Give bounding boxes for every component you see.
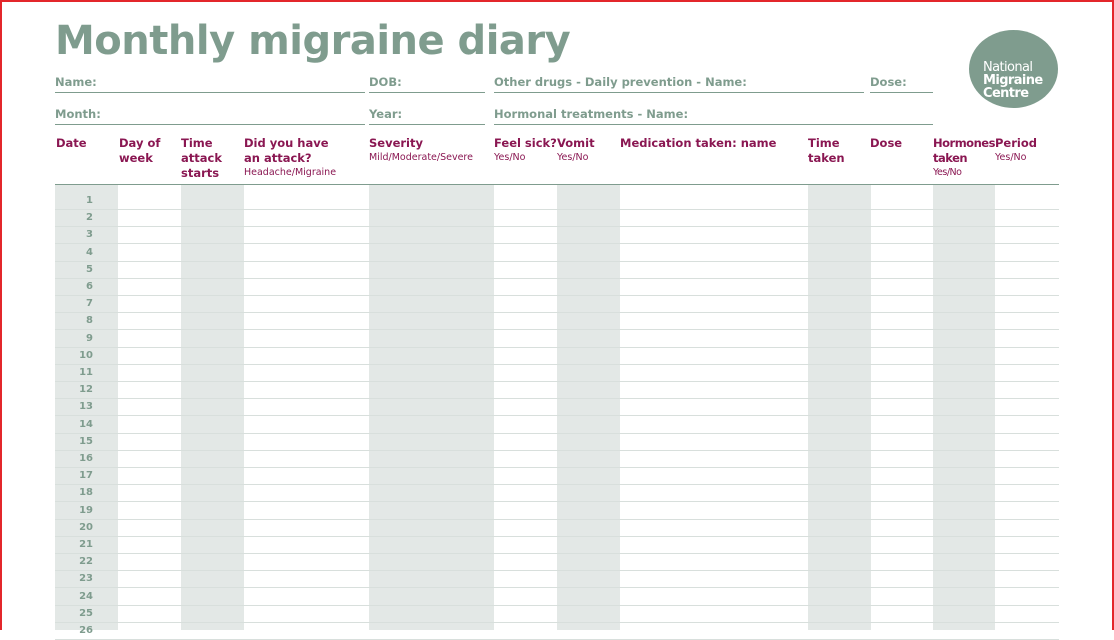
table-row-date: 18 [79,487,93,499]
column-header-time-taken [808,136,845,166]
table-row-divider [55,415,1059,416]
logo-line-1: National [983,60,1033,75]
table-row-divider [55,398,1059,399]
column-header-label-line2: an attack? [244,151,312,165]
table-row-divider [55,347,1059,348]
table-row-date: 15 [79,435,93,447]
column-header-label: Dose [870,136,903,150]
table-row-divider [55,484,1059,485]
table-row-date: 21 [79,539,93,550]
table-row-date: 11 [79,367,93,378]
table-row-divider [55,622,1059,623]
table-row-date: 25 [79,607,93,619]
table-row-date: 1 [86,195,93,206]
table-row-date: 17 [79,470,93,482]
column-header-label: Date [56,136,87,150]
column-header-label: Time [808,136,840,150]
table-row-divider [55,467,1059,468]
time-attack-column-shade [181,185,244,630]
hormonal-treatments-field[interactable]: Hormonal treatments - Name: [494,105,933,125]
table-row-date: 6 [86,281,93,292]
table-row-divider [55,278,1059,279]
column-header-label: Severity [369,136,423,150]
table-row-date: 8 [86,315,93,327]
logo-line-3: Centre [983,86,1029,101]
table-row-date: 3 [86,229,93,241]
table-row-divider [55,226,1059,227]
column-header-sublabel: Yes/No [494,152,526,163]
table-row-divider [55,519,1059,520]
table-row-date: 26 [79,625,93,636]
table-row-divider [55,587,1059,588]
logo-line-2: Migraine [983,73,1043,88]
table-row-divider [55,364,1059,365]
table-row-divider [55,329,1059,330]
table-row-divider [55,312,1059,313]
column-header-sublabel: Yes/No [557,152,589,163]
table-row-date: 22 [79,556,93,568]
column-header-severity [369,136,473,165]
table-row-divider [55,243,1059,244]
column-header-medication-name [620,136,776,151]
table-row-date: 2 [86,212,93,224]
column-header-label: Hormones [933,136,995,150]
column-header-label-line3: starts [181,166,220,180]
table-row-date: 13 [79,401,93,413]
year-field[interactable]: Year: [369,105,485,125]
table-row-date: 4 [86,246,93,258]
column-header-label: Vomit [557,136,595,150]
table-row-date: 10 [79,349,93,361]
column-header-date [56,136,87,151]
table-row-divider [55,501,1059,502]
table-row-divider [55,536,1059,537]
table-row-divider [55,381,1059,382]
column-header-label-line2: taken [933,151,968,165]
table-row-date: 12 [79,384,93,396]
table-row-divider [55,209,1059,210]
table-row-divider [55,605,1059,606]
column-header-label: Time [181,136,213,150]
table-row-date: 16 [79,453,93,464]
table-row-date: 24 [79,590,93,602]
national-migraine-centre-logo [969,30,1058,108]
dose-field[interactable]: Dose: [870,73,933,93]
name-field[interactable]: Name: [55,73,365,93]
column-header-label: Did you have [244,136,329,150]
table-row-date: 19 [79,504,93,516]
dob-field[interactable]: DOB: [369,73,485,93]
column-header-label-line2: week [119,151,153,165]
table-row-date: 14 [79,418,93,430]
column-header-label-line2: attack [181,151,222,165]
table-row-date: 7 [86,298,93,310]
table-row-divider [55,433,1059,434]
column-header-sublabel: Yes/No [933,167,962,178]
vomit-column-shade [557,185,620,630]
column-header-label: Feel sick? [494,136,557,150]
table-row-divider [55,553,1059,554]
hormones-column-shade [933,185,995,630]
column-header-hormones-taken [933,136,995,180]
column-header-period [995,136,1037,165]
table-row-date: 9 [86,332,93,344]
page-title: Monthly migraine diary [55,18,571,64]
severity-column-shade [369,185,494,630]
column-header-dose [870,136,902,151]
column-header-sublabel: Headache/Migraine [244,167,337,178]
column-header-feel-sick [494,136,557,165]
column-header-vomit [557,136,595,165]
column-header-label: Period [995,136,1037,150]
table-row-date: 5 [86,263,93,275]
column-header-label-line2: taken [808,151,845,165]
column-header-time-attack-starts [181,136,222,181]
column-header-did-you-have-attack [244,136,336,180]
month-field[interactable]: Month: [55,105,365,125]
column-header-sublabel: Yes/No [995,152,1027,163]
table-row-divider [55,450,1059,451]
table-row-divider [55,570,1059,571]
table-row-date: 23 [79,573,93,585]
time-taken-column-shade [808,185,871,630]
table-row-date: 20 [79,521,93,533]
column-header-sublabel: Mild/Moderate/Severe [369,152,473,163]
column-header-label: Medication taken: name [620,136,777,150]
column-header-label: Day of [119,136,161,150]
table-row-divider [55,261,1059,262]
column-header-day-of-week [119,136,160,166]
other-drugs-field[interactable]: Other drugs - Daily prevention - Name: [494,73,864,93]
table-row-divider [55,295,1059,296]
